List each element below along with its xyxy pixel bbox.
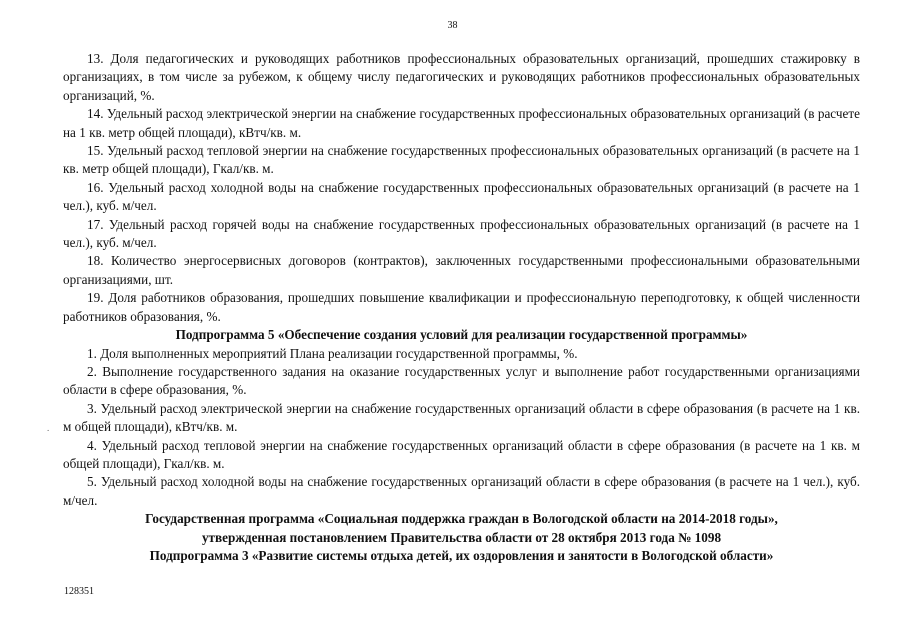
paragraph-item-15: 15. Удельный расход тепловой энергии на снабжение государственных профессиональных образовательных организаций (в расчете на 1 кв. метр общей площади), Гкал/кв. м. [63,143,860,177]
subprogram-5-heading: Подпрограмма 5 «Обеспечение создания условий для реализации государственной программы» [175,327,748,343]
paragraph-item-16: 16. Удельный расход холодной воды на снабжение государственных профессиональных образовательных организаций (в расчете на 1 чел.), куб. м/чел. [63,179,860,214]
page-number: 38 [447,20,458,31]
paragraph-sub5-item-1: 1. Доля выполненных мероприятий Плана реализации государственной программы, %. [87,345,578,361]
paragraph-item-13: 13. Доля педагогических и руководящих работников профессиональных образовательных организаций, прошедших стажировку в организациях, в том числе за рубежом, к общему числу педагогических и руководящих работников профессиональных образовательных организаций, %. [63,51,860,103]
document-body [63,50,860,565]
paragraph-item-14: 14. Удельный расход электрической энергии на снабжение государственных профессиональных образовательных организаций (в расчете на 1 кв. метр общей площади), кВтч/кв. м. [63,106,860,140]
paragraph-item-17: 17. Удельный расход горячей воды на снабжение государственных профессиональных образовательных организаций (в расчете на 1 чел.), куб. м/чел. [63,216,860,251]
paragraph-item-18: 18. Количество энергосервисных договоров (контрактов), заключенных государственными профессиональными образовательными организациями, шт. [63,253,860,287]
paragraph-sub5-item-4: 4. Удельный расход тепловой энергии на снабжение государственных организаций области в сфере образования (в расчете на 1 кв. м общей площади), Гкал/кв. м. [63,437,860,471]
state-program-heading-line-2: утвержденная постановлением Правительства области от 28 октября 2013 года № 1098 [201,529,722,545]
paragraph-item-19: 19. Доля работников образования, прошедших повышение квалификации и профессиональную переподготовку, к общей численности работников образования, %. [63,290,860,324]
document-id: 128351 [64,586,94,597]
paragraph-sub5-item-3: 3. Удельный расход электрической энергии на снабжение государственных организаций области в сфере образования (в расчете на 1 кв. м общей площади), кВтч/кв. м. [63,400,860,435]
state-program-heading-line-1: Государственная программа «Социальная поддержка граждан в Вологодской области на 2014-2018 годы», [145,511,778,527]
paragraph-sub5-item-2: 2. Выполнение государственного задания на оказание государственных услуг и выполнение работ государственными организациями области в сфере образования, %. [63,363,860,398]
scan-mark: . [47,423,50,433]
paragraph-sub5-item-5: 5. Удельный расход холодной воды на снабжение государственных организаций области в сфере образования (в расчете на 1 чел.), куб. м/чел. [63,474,860,508]
subprogram-3-heading: Подпрограмма 3 «Развитие системы отдыха детей, их оздоровления и занятости в Вологодской области» [149,547,774,563]
